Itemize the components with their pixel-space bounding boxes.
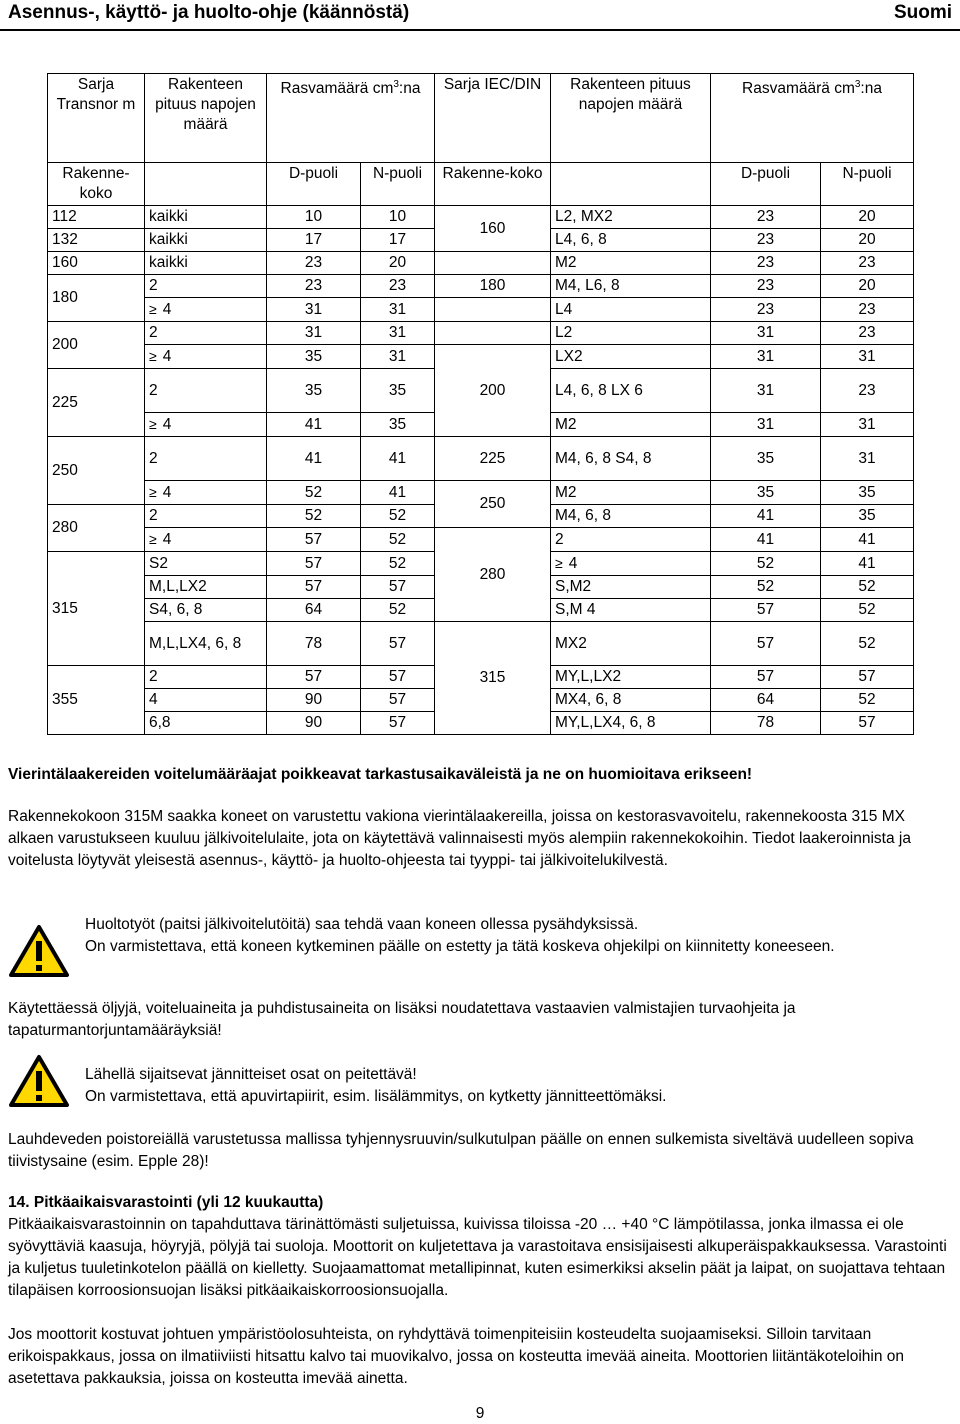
left-n-side-value: 35 xyxy=(361,369,435,413)
right-bearing-label: L2 xyxy=(555,324,573,341)
right-frame-size-cell: 315 xyxy=(435,622,551,735)
left-bearing-label: 2 xyxy=(149,668,158,685)
right-d-side-value: 31 xyxy=(711,345,821,369)
left-frame-size-cell: 250 xyxy=(48,437,145,505)
right-frame-size-cell: 180 xyxy=(435,275,551,298)
language-label: Suomi xyxy=(893,2,952,23)
left-frame-size-cell: 180 xyxy=(48,275,145,322)
right-d-side-value: 57 xyxy=(711,622,821,666)
left-bearing-cell xyxy=(145,576,267,599)
left-d-side-value: 90 xyxy=(267,712,361,735)
left-bearing-cell xyxy=(145,528,267,552)
left-bearing-label: kaikki xyxy=(149,254,188,271)
table-row xyxy=(48,345,914,369)
right-bearing-cell xyxy=(551,666,711,689)
right-n-side-value: 23 xyxy=(821,369,914,413)
right-bearing-label: L4 xyxy=(555,300,573,318)
right-n-side-value: 31 xyxy=(821,345,914,369)
table-header-row xyxy=(48,74,914,163)
right-d-side-value: 57 xyxy=(711,599,821,622)
right-n-side-value: 23 xyxy=(821,252,914,275)
left-n-side-value: 52 xyxy=(361,599,435,622)
right-n-side-value: 31 xyxy=(821,437,914,481)
right-bearing-cell xyxy=(551,712,711,735)
left-frame-size-cell: 160 xyxy=(48,252,145,275)
right-grease-unit: 3 xyxy=(854,79,861,90)
right-d-side-value: 52 xyxy=(711,576,821,599)
left-bearing-cell xyxy=(145,552,267,576)
left-grease-header: Rasvamäärä cm xyxy=(280,80,394,98)
right-bearing-label: 2 xyxy=(555,530,564,548)
right-frame-size-cell: 225 xyxy=(435,437,551,481)
left-d-side-value: 35 xyxy=(267,345,361,369)
table-body xyxy=(48,206,914,735)
table-row xyxy=(48,252,914,275)
right-bearing-label: L4, 6, 8 LX 6 xyxy=(555,381,643,399)
left-d-side-value: 52 xyxy=(267,481,361,505)
right-bearing-cell xyxy=(551,689,711,712)
right-bearing-label: M4, 6, 8 xyxy=(555,507,611,524)
table-row xyxy=(48,622,914,666)
paragraph-condensate: Lauhdeveden poistoreiällä varustetussa mallissa tyhjennysruuvin/sulkutulpan päälle on ennen sulkemista siveltävä uudelleen sopiva tiivistysaine (esim. Epple 28)! xyxy=(8,1131,914,1170)
right-d-side-value: 23 xyxy=(711,298,821,322)
left-bearing-cell xyxy=(145,206,267,229)
left-bearing-cell xyxy=(145,413,267,437)
left-frame-size-cell: 280 xyxy=(48,505,145,552)
right-frame-size-cell: 160 xyxy=(435,206,551,252)
table-row xyxy=(48,322,914,345)
right-frame-size-cell: 250 xyxy=(435,481,551,528)
right-n-side-value: 57 xyxy=(821,712,914,735)
left-n-side-value: 52 xyxy=(361,552,435,576)
left-n-side-value: 23 xyxy=(361,275,435,298)
left-d-side-value: 57 xyxy=(267,666,361,689)
right-frame-size-cell xyxy=(435,298,551,322)
right-bearing-cell xyxy=(551,206,711,229)
warning-1-line-1: Huoltotyöt (paitsi jälkivoitelutöitä) saa tehdä vaan koneen ollessa pysähdyksissä. xyxy=(85,916,639,933)
warning-2-line-2: On varmistettava, että apuvirtapiirit, esim. lisälämmitys, on kytketty jännitteettömäksi. xyxy=(85,1088,667,1105)
left-n-side-value: 10 xyxy=(361,206,435,229)
right-bearing-cell xyxy=(551,528,711,552)
table-subheader-row xyxy=(48,163,914,206)
right-n-side-value: 23 xyxy=(821,298,914,322)
left-d-side-value: 64 xyxy=(267,599,361,622)
left-n-side-value: 57 xyxy=(361,689,435,712)
left-bearing-cell xyxy=(145,666,267,689)
table-row xyxy=(48,275,914,298)
left-frame-size-cell: 132 xyxy=(48,229,145,252)
left-frame-size-cell: 225 xyxy=(48,369,145,437)
warning-triangle-icon xyxy=(8,1054,70,1108)
right-d-side-header: D-puoli xyxy=(711,163,821,206)
table-row xyxy=(48,481,914,505)
right-n-side-value: 23 xyxy=(821,322,914,345)
right-n-side-value: 31 xyxy=(821,413,914,437)
right-n-side-value: 41 xyxy=(821,552,914,576)
left-bearing-cell xyxy=(145,505,267,528)
left-n-side-value: 31 xyxy=(361,345,435,369)
right-bearing-label: M2 xyxy=(555,254,577,271)
right-n-side-value: 52 xyxy=(821,599,914,622)
left-bearing-cell xyxy=(145,481,267,505)
right-n-side-value: 57 xyxy=(821,666,914,689)
left-bearing-cell xyxy=(145,622,267,666)
page-number: 9 xyxy=(475,1405,485,1422)
right-bearing-cell xyxy=(551,298,711,322)
right-bearing-cell xyxy=(551,599,711,622)
right-d-side-value: 41 xyxy=(711,528,821,552)
right-n-side-value: 52 xyxy=(821,622,914,666)
left-bearing-label: 6,8 xyxy=(149,714,171,731)
left-d-side-value: 35 xyxy=(267,369,361,413)
left-bearing-label: 4 xyxy=(162,484,172,501)
right-bearing-label: L2, MX2 xyxy=(555,208,613,225)
paragraph-bearings: Rakennekokoon 315M saakka koneet on varustettu vakiona vierintälaakereilla, joissa on kestorasvavoitelu, rakennekoosta 315 MX alkaen varustukseen kuuluu jälkivoitelulaite, jota on käytettävä valinnaisesti myös alempiin rakennekokoihin. Tiedot laakeroinnista ja voitelusta löytyvät yleisestä asennus-, käyttö- ja huolto-ohjeesta tai tyyppi- tai jälkivoitelukilvestä. xyxy=(8,808,911,869)
right-bearing-label: M4, L6, 8 xyxy=(555,277,620,294)
left-bearing-label: 4 xyxy=(149,691,158,708)
left-d-side-value: 78 xyxy=(267,622,361,666)
table-row xyxy=(48,206,914,229)
lubrication-table xyxy=(47,73,914,735)
right-d-side-value: 57 xyxy=(711,666,821,689)
right-d-side-value: 35 xyxy=(711,437,821,481)
right-bearing-label: S,M 4 xyxy=(555,601,596,618)
right-bearing-cell xyxy=(551,322,711,345)
left-n-side-value: 52 xyxy=(361,528,435,552)
left-bearing-label: M,L,LX2 xyxy=(149,578,207,595)
warning-triangle-icon xyxy=(8,924,70,978)
right-d-side-value: 35 xyxy=(711,481,821,505)
left-d-side-value: 41 xyxy=(267,437,361,481)
left-d-side-value: 31 xyxy=(267,322,361,345)
warning-2-line-1: Lähellä sijaitsevat jännitteiset osat on peitettävä! xyxy=(85,1066,417,1083)
left-n-side-value: 52 xyxy=(361,505,435,528)
right-bearing-cell xyxy=(551,229,711,252)
left-bearing-cell xyxy=(145,229,267,252)
left-bearing-cell xyxy=(145,252,267,275)
right-bearing-label: MX4, 6, 8 xyxy=(555,691,622,708)
left-d-side-value: 10 xyxy=(267,206,361,229)
right-bearing-cell xyxy=(551,576,711,599)
left-n-side-value: 41 xyxy=(361,437,435,481)
document-title: Asennus-, käyttö- ja huolto-ohje (käännöstä) xyxy=(8,2,410,23)
ge-symbol: ≥ xyxy=(555,555,563,571)
right-bearing-label: M2 xyxy=(555,483,577,501)
left-bearing-label: 4 xyxy=(162,348,172,365)
left-bearing-cell xyxy=(145,712,267,735)
left-n-side-value: 57 xyxy=(361,712,435,735)
right-d-side-value: 23 xyxy=(711,206,821,229)
left-n-side-value: 17 xyxy=(361,229,435,252)
right-n-side-header: N-puoli xyxy=(821,163,914,206)
ge-symbol: ≥ xyxy=(149,484,157,500)
table-row xyxy=(48,437,914,481)
left-d-side-value: 57 xyxy=(267,576,361,599)
left-bearing-label: 2 xyxy=(149,449,158,467)
left-d-side-value: 57 xyxy=(267,552,361,576)
left-bearing-cell xyxy=(145,369,267,413)
warning-2 xyxy=(85,1064,945,1108)
left-frame-size-cell: 315 xyxy=(48,552,145,666)
left-bearing-cell xyxy=(145,275,267,298)
right-d-side-value: 23 xyxy=(711,275,821,298)
right-bearing-label: LX2 xyxy=(555,347,583,365)
right-d-side-value: 31 xyxy=(711,413,821,437)
left-bearing-cell xyxy=(145,689,267,712)
table-row xyxy=(48,298,914,322)
right-bearing-cell xyxy=(551,275,711,298)
left-bearing-label: M,L,LX4, 6, 8 xyxy=(149,634,242,652)
left-bearing-label: kaikki xyxy=(149,231,188,248)
right-d-side-value: 41 xyxy=(711,505,821,528)
right-d-side-value: 31 xyxy=(711,369,821,413)
ge-symbol: ≥ xyxy=(149,348,157,364)
warning-1-line-2: On varmistettava, että koneen kytkeminen päälle on estetty ja tätä koskeva ohjekilpi on kiinnitetty koneeseen. xyxy=(85,938,835,955)
left-bearing-label: 2 xyxy=(149,324,158,341)
left-bearing-label: kaikki xyxy=(149,208,188,225)
right-frame-size-header: Rakenne-koko xyxy=(435,163,551,206)
right-n-side-value: 20 xyxy=(821,206,914,229)
left-n-side-value: 57 xyxy=(361,622,435,666)
left-bearing-cell xyxy=(145,345,267,369)
left-bearing-label: S2 xyxy=(149,554,168,572)
left-bearing-cell xyxy=(145,322,267,345)
right-frame-size-cell xyxy=(435,252,551,275)
right-bearing-cell xyxy=(551,437,711,481)
right-d-side-value: 31 xyxy=(711,322,821,345)
right-frame-size-cell: 280 xyxy=(435,528,551,622)
right-n-side-value: 20 xyxy=(821,275,914,298)
left-series-header: Sarja Transnor m xyxy=(56,76,136,113)
right-frame-size-cell: 200 xyxy=(435,345,551,437)
lubrication-note: Vierintälaakereiden voitelumääräajat poikkeavat tarkastusaikaväleistä ja ne on huomioitava erikseen! xyxy=(8,766,753,783)
right-n-side-value: 35 xyxy=(821,481,914,505)
right-d-side-value: 78 xyxy=(711,712,821,735)
paragraph-oils: Käytettäessä öljyjä, voiteluaineita ja puhdistusaineita on lisäksi noudatettava vastaavien valmistajien turvaohjeita ja tapaturmantorjuntamääräyksiä! xyxy=(8,1000,796,1039)
warning-1 xyxy=(85,914,945,958)
left-d-side-header: D-puoli xyxy=(267,163,361,206)
right-bearing-label: M2 xyxy=(555,415,577,433)
left-d-side-value: 23 xyxy=(267,252,361,275)
left-d-side-value: 57 xyxy=(267,528,361,552)
left-bearing-label: 2 xyxy=(149,507,158,524)
left-n-side-value: 31 xyxy=(361,298,435,322)
left-bearing-label: 2 xyxy=(149,381,158,399)
left-bearing-label: 2 xyxy=(149,277,158,294)
right-n-side-value: 41 xyxy=(821,528,914,552)
right-n-side-value: 35 xyxy=(821,505,914,528)
right-grease-header: Rasvamäärä cm xyxy=(742,80,855,98)
right-bearing-label: MY,L,LX2 xyxy=(555,668,622,685)
right-bearing-cell xyxy=(551,413,711,437)
right-d-side-value: 52 xyxy=(711,552,821,576)
right-series-header: Sarja IEC/DIN xyxy=(443,76,542,93)
right-bearing-label: MX2 xyxy=(555,634,587,652)
right-bearing-cell xyxy=(551,622,711,666)
left-bearing-cell xyxy=(145,599,267,622)
ge-symbol: ≥ xyxy=(149,531,157,547)
right-bearing-label: MY,L,LX4, 6, 8 xyxy=(555,714,656,731)
left-n-side-value: 20 xyxy=(361,252,435,275)
right-bearing-cell xyxy=(551,369,711,413)
left-n-side-header: N-puoli xyxy=(361,163,435,206)
right-bearing-label: 4 xyxy=(568,555,578,572)
header-rule xyxy=(0,29,960,31)
left-frame-size-header: Rakenne-koko xyxy=(48,163,145,206)
left-frame-size-cell: 355 xyxy=(48,666,145,735)
left-n-side-value: 57 xyxy=(361,576,435,599)
right-n-side-value: 52 xyxy=(821,689,914,712)
left-bearings-header: Rakenteen pituus napojen määrä xyxy=(155,76,256,133)
right-bearing-label: M4, 6, 8 S4, 8 xyxy=(555,449,652,467)
left-n-side-value: 35 xyxy=(361,413,435,437)
right-bearing-cell xyxy=(551,481,711,505)
left-d-side-value: 23 xyxy=(267,275,361,298)
left-d-side-value: 41 xyxy=(267,413,361,437)
right-bearing-cell xyxy=(551,552,711,576)
left-bearing-cell xyxy=(145,298,267,322)
left-n-side-value: 41 xyxy=(361,481,435,505)
left-d-side-value: 17 xyxy=(267,229,361,252)
right-bearing-cell xyxy=(551,505,711,528)
page-header xyxy=(0,0,960,30)
left-bearing-label: 4 xyxy=(162,416,172,433)
left-bearing-cell xyxy=(145,437,267,481)
right-bearings-header: Rakenteen pituus napojen määrä xyxy=(570,76,691,113)
left-n-side-value: 31 xyxy=(361,322,435,345)
left-d-side-value: 90 xyxy=(267,689,361,712)
left-d-side-value: 31 xyxy=(267,298,361,322)
ge-symbol: ≥ xyxy=(149,416,157,432)
paragraph-moisture: Jos moottorit kostuvat johtuen ympäristöolosuhteista, on ryhdyttävä toimenpiteisiin kosteudelta suojaamiseksi. Silloin tarvitaan erikoispakkaus, jossa on ilmatiiviisti hitsattu kalvo tai muovikalvo, jossa on kosteutta imevää aineita. Moottorien liitäntäkoteloihin on asetettava pakkauksia, joissa on kosteutta imevää ainetta. xyxy=(8,1326,905,1387)
right-d-side-value: 64 xyxy=(711,689,821,712)
left-bearing-label: 4 xyxy=(162,531,172,548)
right-grease-suffix: :na xyxy=(860,80,882,98)
right-n-side-value: 52 xyxy=(821,576,914,599)
left-n-side-value: 57 xyxy=(361,666,435,689)
left-grease-suffix: :na xyxy=(398,80,421,98)
left-bearing-label: S4, 6, 8 xyxy=(149,601,203,618)
left-grease-unit: 3 xyxy=(393,79,399,90)
left-d-side-value: 52 xyxy=(267,505,361,528)
left-frame-size-cell: 112 xyxy=(48,206,145,229)
table-row xyxy=(48,528,914,552)
right-d-side-value: 23 xyxy=(711,229,821,252)
right-n-side-value: 20 xyxy=(821,229,914,252)
left-bearing-label: 4 xyxy=(162,301,172,318)
right-bearing-label: L4, 6, 8 xyxy=(555,231,607,248)
right-bearing-cell xyxy=(551,252,711,275)
right-bearing-cell xyxy=(551,345,711,369)
right-d-side-value: 23 xyxy=(711,252,821,275)
section-title: 14. Pitkäaikaisvarastointi (yli 12 kuukautta) xyxy=(8,1194,324,1211)
right-bearing-label: S,M2 xyxy=(555,578,592,595)
right-frame-size-cell xyxy=(435,322,551,345)
paragraph-storage: Pitkäaikaisvarastoinnin on tapahduttava tärinättömästi suljetuissa, kuivissa tiloissa -20 … +40 °C lämpötilassa, jonka ilmassa ei ole syövyttäviä kaasuja, höyryjä, pölyjä tai suoloja. Moottorit on kuljetettava ja varastoitava ensisijaisesti alkuperäispakkauksessa. Varastointi ja kuljetus tuuletinkotelon päällä on kielletty. Suojaamattomat metallipinnat, kuten esimerkiksi akselin päät ja laipat, on suojattava tehtaan tilapäisen korroosionsuojan lisäksi pitkäaikaiskorroosionsuojalla. xyxy=(8,1216,947,1299)
ge-symbol: ≥ xyxy=(149,301,157,317)
left-frame-size-cell: 200 xyxy=(48,322,145,369)
